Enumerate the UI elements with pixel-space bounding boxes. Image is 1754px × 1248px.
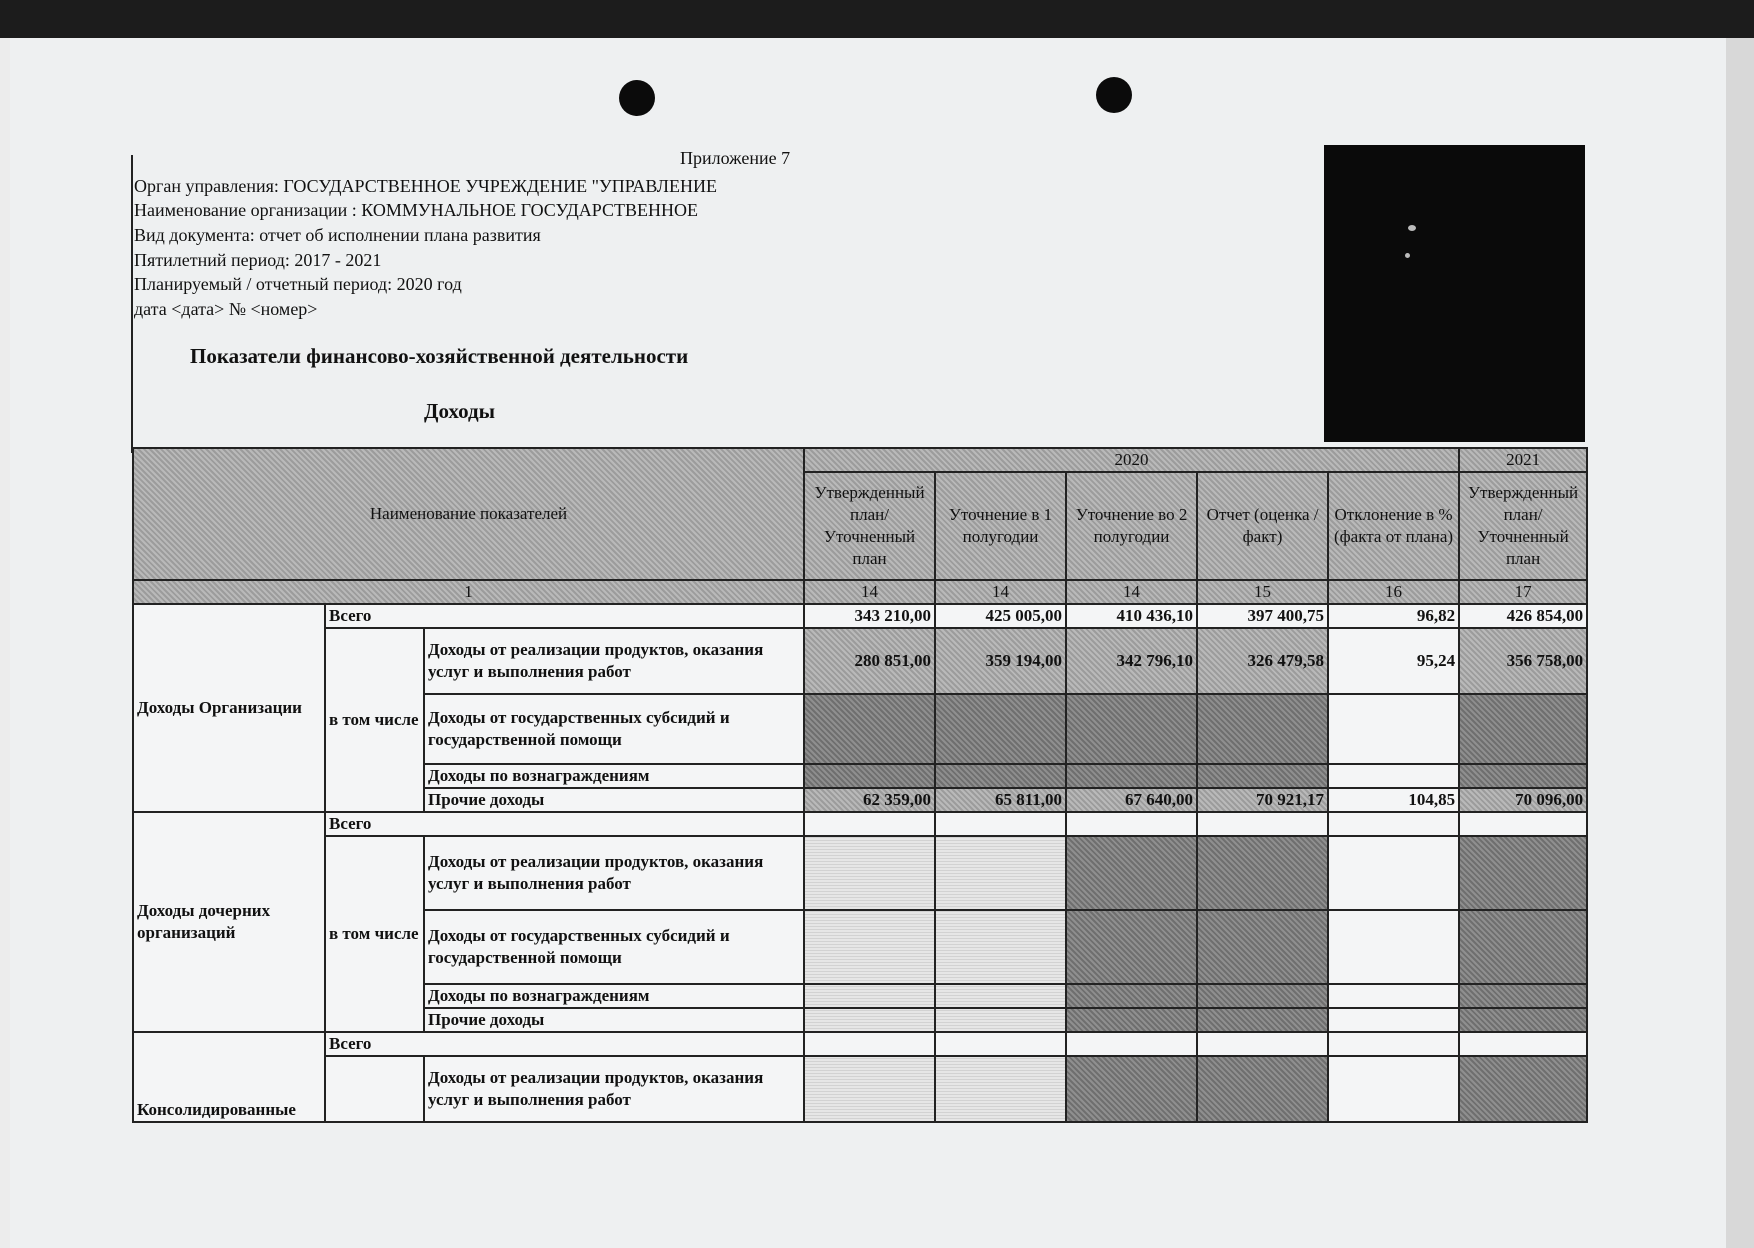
colnum-17: 17: [1459, 580, 1587, 604]
org-total-value-2021: 426 854,00: [1459, 604, 1587, 628]
colnum-15: 15: [1197, 580, 1328, 604]
header-line-report-period: Планируемый / отчетный период: 2020 год: [134, 274, 462, 294]
sub-total-label: Всего: [325, 812, 804, 836]
org-subsidies-cell: [935, 694, 1066, 764]
org-rewards-cell: [1328, 764, 1459, 788]
header-year-2020: 2020: [804, 448, 1459, 472]
sub-total-cell: [1066, 812, 1197, 836]
sub-subsidies-cell: [804, 910, 935, 984]
sub-sales-cell: [935, 836, 1066, 910]
sub-other-cell: [1066, 1008, 1197, 1032]
colnum-14c: 14: [1066, 580, 1197, 604]
org-rewards-cell: [935, 764, 1066, 788]
org-sales-deviation: 95,24: [1328, 628, 1459, 694]
cons-sales-cell: [1197, 1056, 1328, 1122]
sub-subsidies-cell: [1459, 910, 1587, 984]
sub-total-cell: [935, 812, 1066, 836]
sub-rewards-cell: [1459, 984, 1587, 1008]
sub-other-cell: [1459, 1008, 1587, 1032]
org-rewards-cell: [1197, 764, 1328, 788]
org-sales-value: 280 851,00: [804, 628, 935, 694]
cons-total-cell: [1328, 1032, 1459, 1056]
sub-subsidies-cell: [935, 910, 1066, 984]
group-consolidated-label: Консолидированные: [133, 1032, 325, 1122]
sub-rewards-cell: [1328, 984, 1459, 1008]
sub-row-sales-label: Доходы от реализации продуктов, оказания услуг и выполнения работ: [424, 836, 804, 910]
header-line-organization: Наименование организации : КОММУНАЛЬНОЕ ГОСУДАРСТВЕННОЕ: [134, 200, 698, 220]
sub-rewards-cell: [1066, 984, 1197, 1008]
col-report-fact: Отчет (оценка / факт): [1197, 472, 1328, 580]
sub-sales-cell: [1197, 836, 1328, 910]
org-subsidies-cell: [1066, 694, 1197, 764]
sub-row-rewards-label: Доходы по вознаграждениям: [424, 984, 804, 1008]
colnum-1: 1: [133, 580, 804, 604]
sub-row-other-label: Прочие доходы: [424, 1008, 804, 1032]
org-sales-value: 342 796,10: [1066, 628, 1197, 694]
group-org-label: Доходы Организации: [133, 604, 325, 812]
sub-subsidies-cell: [1197, 910, 1328, 984]
sub-other-cell: [804, 1008, 935, 1032]
cons-sales-cell: [1459, 1056, 1587, 1122]
punch-hole-right: [1096, 77, 1132, 113]
org-total-value: 397 400,75: [1197, 604, 1328, 628]
sub-other-cell: [1197, 1008, 1328, 1032]
org-subsidies-cell: [804, 694, 935, 764]
header-line-authority: Орган управления: ГОСУДАРСТВЕННОЕ УЧРЕЖДЕНИЕ "УПРАВЛЕНИЕ: [134, 176, 717, 196]
cons-sales-cell: [1328, 1056, 1459, 1122]
org-row-other-label: Прочие доходы: [424, 788, 804, 812]
org-total-value: 410 436,10: [1066, 604, 1197, 628]
header-indicator-name: Наименование показателей: [133, 448, 804, 580]
cons-incl-cell: [325, 1056, 424, 1122]
sub-subsidies-cell: [1066, 910, 1197, 984]
col-deviation-pct: Отклонение в % (факта от плана): [1328, 472, 1459, 580]
org-row-sales-label: Доходы от реализации продуктов, оказания услуг и выполнения работ: [424, 628, 804, 694]
cons-total-cell: [1459, 1032, 1587, 1056]
org-total-value: 343 210,00: [804, 604, 935, 628]
group-subsidiaries-label: Доходы дочерних организаций: [133, 812, 325, 1032]
redacted-block: [1324, 145, 1585, 442]
org-subsidies-cell: [1197, 694, 1328, 764]
org-rewards-cell: [804, 764, 935, 788]
org-subsidies-cell: [1459, 694, 1587, 764]
org-other-deviation: 104,85: [1328, 788, 1459, 812]
header-line-doc-type: Вид документа: отчет об исполнении плана развития: [134, 225, 541, 245]
org-total-label: Всего: [325, 604, 804, 628]
sub-rewards-cell: [804, 984, 935, 1008]
cons-row-sales-label: Доходы от реализации продуктов, оказания услуг и выполнения работ: [424, 1056, 804, 1122]
sub-total-cell: [1328, 812, 1459, 836]
income-table: [132, 447, 1588, 1123]
sub-subsidies-cell: [1328, 910, 1459, 984]
cons-total-cell: [1066, 1032, 1197, 1056]
sub-sales-cell: [1066, 836, 1197, 910]
cons-sales-cell: [1066, 1056, 1197, 1122]
sub-total-cell: [1197, 812, 1328, 836]
org-other-value: 67 640,00: [1066, 788, 1197, 812]
col-approved-plan-2021: Утвержденный план/Уточненный план: [1459, 472, 1587, 580]
appendix-label: Приложение 7: [680, 148, 791, 168]
scanner-top-edge: [0, 0, 1754, 38]
punch-hole-left: [619, 80, 655, 116]
org-total-value: 425 005,00: [935, 604, 1066, 628]
cons-total-cell: [935, 1032, 1066, 1056]
sub-other-cell: [1328, 1008, 1459, 1032]
sub-sales-cell: [1459, 836, 1587, 910]
sub-total-cell: [804, 812, 935, 836]
section-title: Доходы: [424, 399, 496, 423]
col-revision-h2: Уточнение во 2 полугодии: [1066, 472, 1197, 580]
cons-sales-cell: [804, 1056, 935, 1122]
col-approved-plan: Утвержденный план/Уточненный план: [804, 472, 935, 580]
org-total-deviation: 96,82: [1328, 604, 1459, 628]
org-row-rewards-label: Доходы по вознаграждениям: [424, 764, 804, 788]
cons-sales-cell: [935, 1056, 1066, 1122]
org-row-subsidies-label: Доходы от государственных субсидий и государственной помощи: [424, 694, 804, 764]
colnum-14a: 14: [804, 580, 935, 604]
header-year-2021: 2021: [1459, 448, 1587, 472]
cons-total-cell: [804, 1032, 935, 1056]
org-other-value: 65 811,00: [935, 788, 1066, 812]
scanner-right-edge: [1726, 38, 1754, 1248]
org-rewards-cell: [1459, 764, 1587, 788]
sub-rewards-cell: [1197, 984, 1328, 1008]
sub-other-cell: [935, 1008, 1066, 1032]
org-other-value: 70 921,17: [1197, 788, 1328, 812]
org-other-value: 62 359,00: [804, 788, 935, 812]
org-other-value-2021: 70 096,00: [1459, 788, 1587, 812]
org-sales-value-2021: 356 758,00: [1459, 628, 1587, 694]
header-line-date: дата <дата> № <номер>: [134, 299, 318, 319]
colnum-14b: 14: [935, 580, 1066, 604]
colnum-16: 16: [1328, 580, 1459, 604]
col-revision-h1: Уточнение в 1 полугодии: [935, 472, 1066, 580]
org-incl-label: в том числе: [325, 628, 424, 812]
sub-row-subsidies-label: Доходы от государственных субсидий и государственной помощи: [424, 910, 804, 984]
sub-total-cell: [1459, 812, 1587, 836]
org-sales-value: 359 194,00: [935, 628, 1066, 694]
cons-total-label: Всего: [325, 1032, 804, 1056]
sub-sales-cell: [804, 836, 935, 910]
page-title: Показатели финансово-хозяйственной деятельности: [190, 344, 689, 368]
org-sales-value: 326 479,58: [1197, 628, 1328, 694]
cons-total-cell: [1197, 1032, 1328, 1056]
sub-sales-cell: [1328, 836, 1459, 910]
header-line-period: Пятилетний период: 2017 - 2021: [134, 250, 382, 270]
org-rewards-cell: [1066, 764, 1197, 788]
sub-rewards-cell: [935, 984, 1066, 1008]
sub-incl-label: в том числе: [325, 836, 424, 1032]
margin-line: [131, 155, 133, 453]
org-subsidies-cell: [1328, 694, 1459, 764]
